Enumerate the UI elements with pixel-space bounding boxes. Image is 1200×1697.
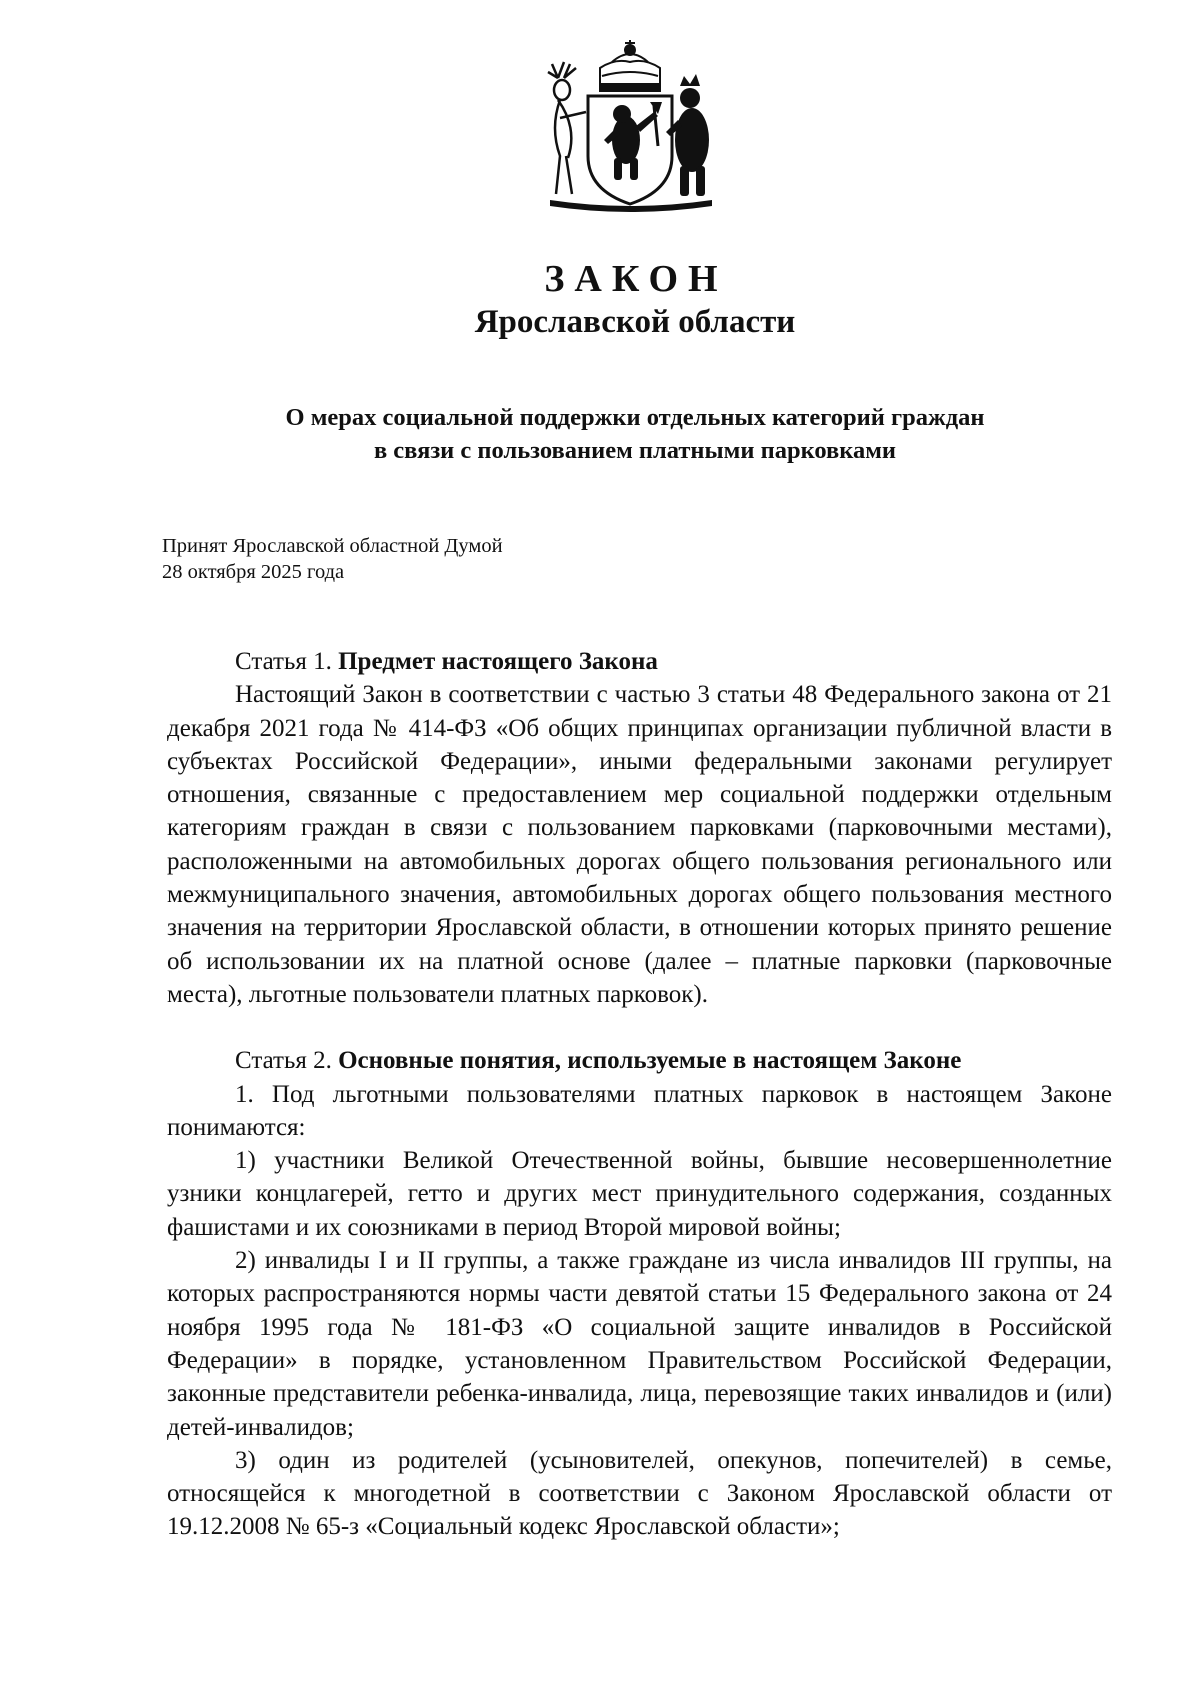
article-2-label: Статья 2.	[235, 1047, 332, 1075]
article-2-item-3: 3) один из родителей (усыновителей, опекунов, попечителей) в семье, относящейся к многодетной в соответствии с Законом Ярославской области от 19.12.2008 № 65-з «Социальный кодекс Ярославской области»;	[167, 1446, 1112, 1541]
title-line-2: в связи с пользованием платными парковками	[373, 437, 897, 464]
region-heading: Ярославской области	[474, 304, 796, 340]
article-1-title: Предмет настоящего Закона	[338, 648, 658, 675]
coat-of-arms-icon	[530, 28, 730, 228]
adoption-note	[162, 533, 503, 585]
article-1-label: Статья 1.	[235, 648, 332, 675]
article-2-heading	[167, 1044, 1112, 1077]
article-2-item-1: 1) участники Великой Отечественной войны, бывшие несовершеннолетние узники концлагерей, гетто и других мест принудительного содержания, созданных фашистами и их союзниками в период Второй мировой войны;	[167, 1147, 1112, 1241]
article-1-text: Настоящий Закон в соответствии с частью 3 статьи 48 Федерального закона от 21 декабря 2021 года № 414-ФЗ «Об общих принципах организации публичной власти в субъектах Российской Федерации», иными федеральными законами регулирует отношения, связанные с предоставлением мер социальной поддержки отдельным категориям граждан в связи с пользованием парковками (парковочными местами), расположенными на автомобильных дорогах общего пользования регионального или межмуниципального значения, автомобильных дорогах общего пользования местного значения на территории Ярославской области, в отношении которых принято решение об использовании их на платной основе (далее – платные парковки (парковочные места), льготные пользователи платных парковок).	[167, 681, 1112, 1008]
article-2-paragraph-1: 1. Под льготными пользователями платных парковок в настоящем Законе понимаются:	[167, 1080, 1112, 1141]
article-1-heading	[167, 645, 1112, 678]
adoption-body: Принят Ярославской областной Думой	[162, 535, 503, 557]
adoption-date: 28 октября 2025 года	[162, 561, 345, 583]
law-body	[167, 645, 1112, 1544]
law-heading: ЗАКОН	[544, 258, 728, 300]
document-title	[0, 401, 1200, 467]
title-line-1: О мерах социальной поддержки отдельных категорий граждан	[285, 404, 985, 431]
article-2-title: Основные понятия, используемые в настоящем Законе	[338, 1047, 962, 1075]
article-2-item-2: 2) инвалиды I и II группы, а также граждане из числа инвалидов III группы, на которых распространяются нормы части девятой статьи 15 Федерального закона от 24 ноября 1995 года № 181-ФЗ «О социальной защите инвалидов в Российской Федерации» в порядке, установленном Правительством Российской Федерации, законные представители ребенка-инвалида, лица, перевозящие таких инвалидов и (или) детей-инвалидов;	[167, 1247, 1112, 1441]
